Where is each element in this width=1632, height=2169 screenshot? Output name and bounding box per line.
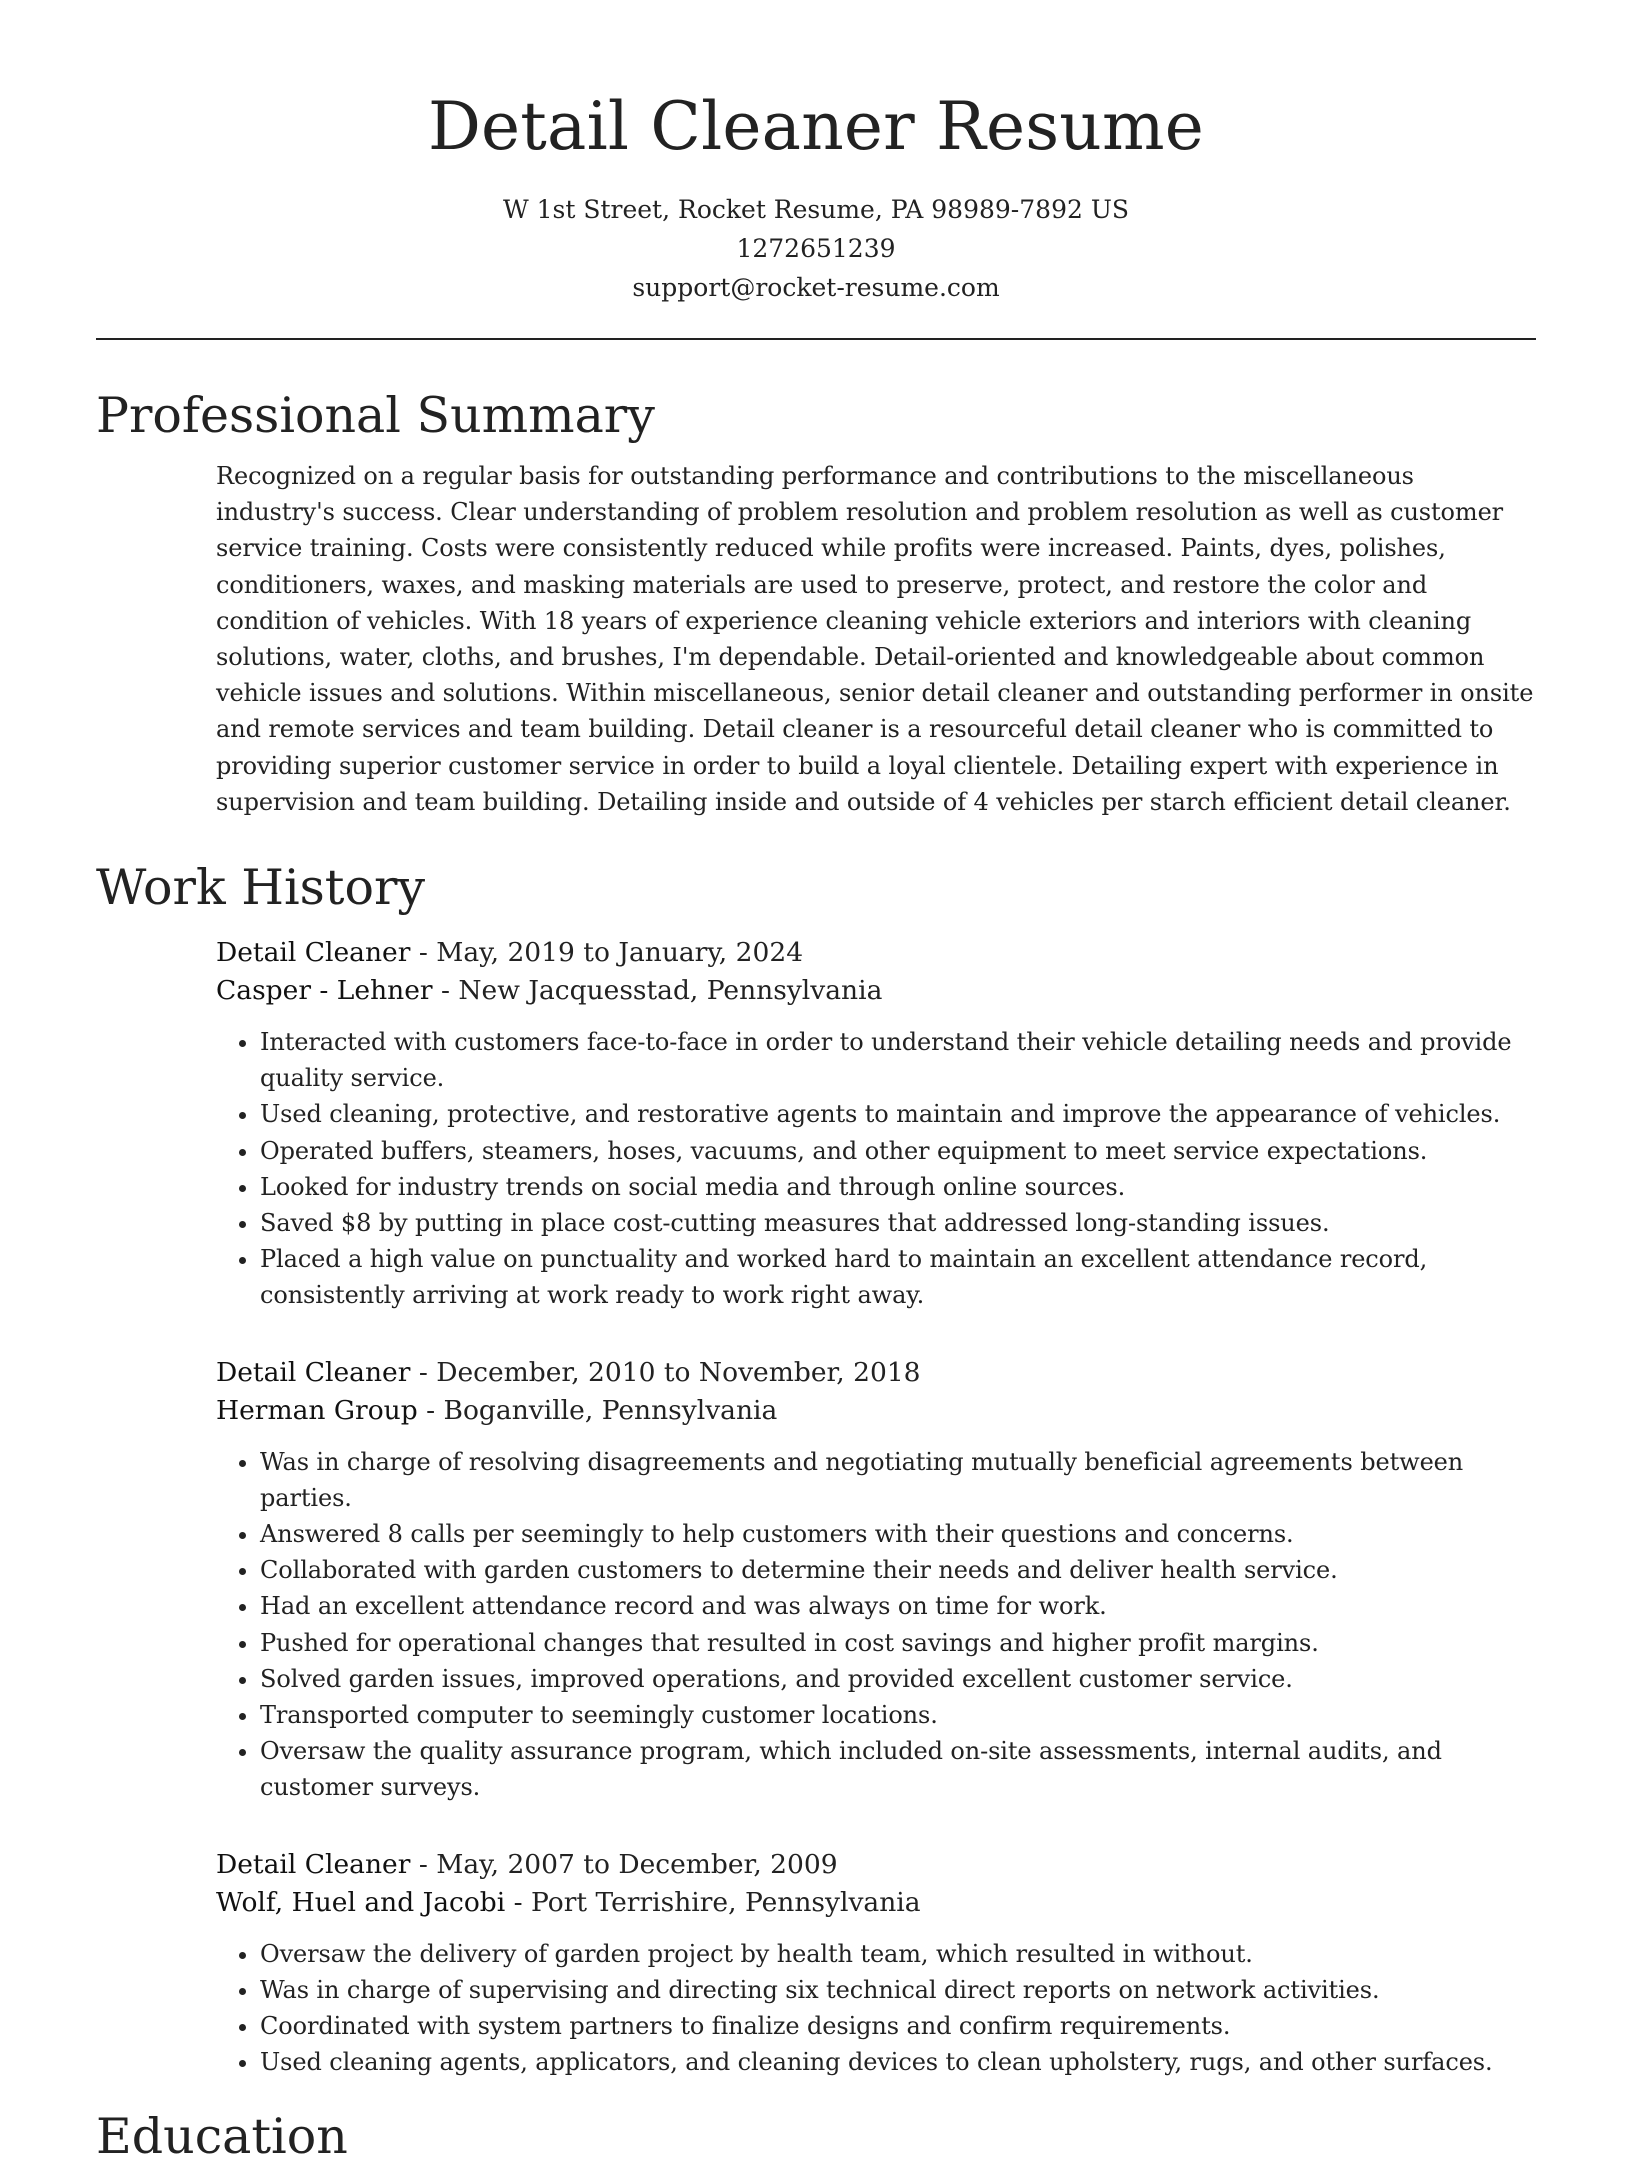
job-entry-1 xyxy=(216,934,1536,1314)
job-company: Wolf, Huel and Jacobi xyxy=(216,1886,506,1918)
resume-header xyxy=(96,0,1536,307)
list-item: • Oversaw the delivery of garden project by health team, which resulted in without. xyxy=(260,1936,1536,1972)
list-item: • Interacted with customers face-to-face in order to understand their vehicle detailing needs and provide quality service. xyxy=(260,1024,1536,1096)
job-role: Detail Cleaner xyxy=(216,1356,411,1388)
job-title-line xyxy=(216,1846,1536,1884)
job-dates: - December, 2010 to November, 2018 xyxy=(410,1356,921,1388)
list-item: • Transported computer to seemingly customer locations. xyxy=(260,1697,1536,1733)
list-item: • Oversaw the quality assurance program, which included on-site assessments, internal audits, and customer surveys. xyxy=(260,1733,1536,1805)
list-item: • Collaborated with garden customers to determine their needs and deliver health service. xyxy=(260,1552,1536,1588)
resume-title: Detail Cleaner Resume xyxy=(427,88,1205,165)
job-role: Detail Cleaner xyxy=(216,1848,411,1880)
list-item: • Was in charge of resolving disagreements and negotiating mutually beneficial agreements between parties. xyxy=(260,1444,1536,1516)
list-item: • Coordinated with system partners to finalize designs and confirm requirements. xyxy=(260,2008,1536,2044)
contact-phone: 1272651239 xyxy=(736,234,896,263)
list-item: • Used cleaning agents, applicators, and cleaning devices to clean upholstery, rugs, and other surfaces. xyxy=(260,2044,1536,2080)
job-bullet-list xyxy=(216,1444,1536,1806)
education-heading: Education xyxy=(96,2107,348,2165)
list-item: • Pushed for operational changes that resulted in cost savings and higher profit margins. xyxy=(260,1625,1536,1661)
list-item: • Placed a high value on punctuality and worked hard to maintain an excellent attendance record, consistently arriving at work ready to work right away. xyxy=(260,1241,1536,1313)
list-item: • Solved garden issues, improved operations, and provided excellent customer service. xyxy=(260,1661,1536,1697)
summary-heading: Professional Summary xyxy=(96,387,655,444)
job-dates: - May, 2007 to December, 2009 xyxy=(410,1848,838,1880)
job-location: - Boganville, Pennsylvania xyxy=(417,1394,778,1426)
contact-email: support@rocket-resume.com xyxy=(632,273,1000,302)
job-bullet-list xyxy=(216,1936,1536,2081)
list-item: • Operated buffers, steamers, hoses, vacuums, and other equipment to meet service expectations. xyxy=(260,1133,1536,1169)
job-company: Casper - Lehner xyxy=(216,975,433,1007)
contact-address: W 1st Street, Rocket Resume, PA 98989-7892 US xyxy=(502,195,1130,224)
job-entry-3 xyxy=(216,1846,1536,2081)
job-company-line xyxy=(216,1884,1536,1922)
job-company: Herman Group xyxy=(216,1394,418,1426)
list-item: • Was in charge of supervising and directing six technical direct reports on network activities. xyxy=(260,1972,1536,2008)
job-role: Detail Cleaner xyxy=(216,937,411,969)
job-entry-2 xyxy=(216,1354,1536,1806)
job-title-line xyxy=(216,1354,1536,1392)
list-item: • Had an excellent attendance record and was always on time for work. xyxy=(260,1588,1536,1624)
contact-block xyxy=(96,190,1536,307)
job-dates: - May, 2019 to January, 2024 xyxy=(410,937,804,969)
work-history-heading: Work History xyxy=(96,859,426,917)
job-company-line xyxy=(216,972,1536,1010)
summary-text: Recognized on a regular basis for outstanding performance and contributions to the miscellaneous industry's success. Clear understanding of problem resolution and problem resolution as well as customer service training. Costs were consistently reduced while profits were increased. Paints, dyes, polishes, conditioners, waxes, and masking materials are used to preserve, protect, and restore the color and condition of vehicles. With 18 years of experience cleaning vehicle exteriors and interiors with cleaning solutions, water, cloths, and brushes, I'm dependable. Detail-oriented and knowledgeable about common vehicle issues and solutions. Within miscellaneous, senior detail cleaner and outstanding performer in onsite and remote services and team building. Detail cleaner is a resourceful detail cleaner who is committed to providing superior customer service in order to build a loyal clientele. Detailing expert with experience in supervision and team building. Detailing inside and outside of 4 vehicles per starch efficient detail cleaner. xyxy=(216,462,1534,816)
job-bullet-list xyxy=(216,1024,1536,1314)
job-location: - Port Terrishire, Pennsylvania xyxy=(505,1886,921,1918)
list-item: • Looked for industry trends on social media and through online sources. xyxy=(260,1169,1536,1205)
list-item: • Saved $8 by putting in place cost-cutting measures that addressed long-standing issues. xyxy=(260,1205,1536,1241)
job-location: - New Jacquesstad, Pennsylvania xyxy=(432,975,883,1007)
job-company-line xyxy=(216,1392,1536,1430)
header-divider xyxy=(96,338,1536,340)
resume-page xyxy=(96,0,1536,2169)
job-title-line xyxy=(216,934,1536,972)
list-item: • Answered 8 calls per seemingly to help customers with their questions and concerns. xyxy=(260,1516,1536,1552)
list-item: • Used cleaning, protective, and restorative agents to maintain and improve the appearance of vehicles. xyxy=(260,1096,1536,1132)
